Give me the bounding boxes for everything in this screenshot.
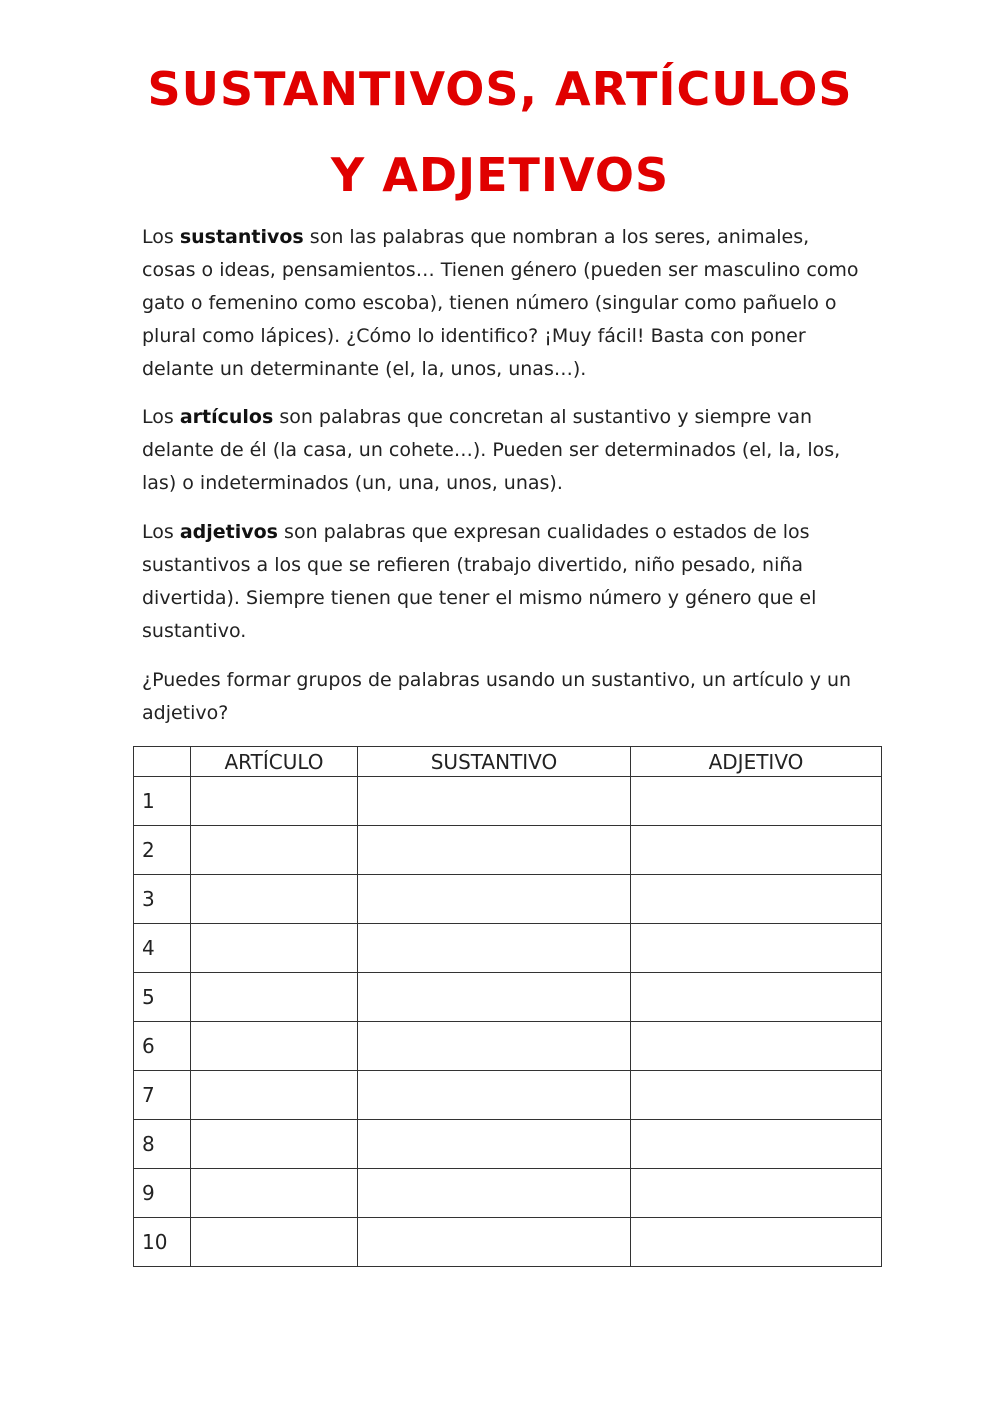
cell-adjetivo[interactable] [631, 875, 882, 924]
title-line-2: Y ADJETIVOS [330, 148, 670, 202]
row-number: 9 [134, 1169, 191, 1218]
row-number: 1 [134, 777, 191, 826]
keyword-articulos: artículos [179, 406, 274, 428]
row-number: 5 [134, 973, 191, 1022]
row-number: 2 [134, 826, 191, 875]
paragraph-text: Los [142, 406, 180, 428]
cell-adjetivo[interactable] [631, 826, 882, 875]
header-number [134, 747, 191, 777]
cell-adjetivo[interactable] [631, 1169, 882, 1218]
cell-articulo[interactable] [191, 1022, 358, 1071]
table-row [134, 875, 882, 924]
cell-articulo[interactable] [191, 973, 358, 1022]
paragraph-adjetivos [142, 516, 862, 648]
cell-articulo[interactable] [191, 875, 358, 924]
cell-sustantivo[interactable] [358, 1218, 631, 1267]
cell-sustantivo[interactable] [358, 973, 631, 1022]
cell-sustantivo[interactable] [358, 1071, 631, 1120]
table-row [134, 1169, 882, 1218]
paragraph-text: son las palabras que nombran a los seres, animales, cosas o ideas, pensamientos… Tienen género (pueden ser masculino como gato o femenino como escoba), tienen número (singular como pañuelo o plural como lápices). ¿Cómo lo identifico? ¡Muy fácil! Basta con poner delante un determinante (el, la, unos, unas…). [142, 226, 859, 380]
cell-adjetivo[interactable] [631, 1022, 882, 1071]
row-number: 8 [134, 1120, 191, 1169]
paragraph-articulos [142, 401, 862, 500]
cell-articulo[interactable] [191, 924, 358, 973]
header-articulo: ARTÍCULO [191, 747, 358, 777]
cell-adjetivo[interactable] [631, 973, 882, 1022]
table-row [134, 924, 882, 973]
cell-sustantivo[interactable] [358, 1169, 631, 1218]
paragraph-text: Los [142, 226, 180, 248]
cell-sustantivo[interactable] [358, 826, 631, 875]
cell-adjetivo[interactable] [631, 777, 882, 826]
cell-sustantivo[interactable] [358, 924, 631, 973]
paragraph-text: son palabras que expresan cualidades o estados de los sustantivos a los que se refieren (trabajo divertido, niño pesado, niña divertida). Siempre tienen que tener el mismo número y género que el sustantivo. [142, 521, 817, 642]
row-number: 3 [134, 875, 191, 924]
cell-adjetivo[interactable] [631, 1218, 882, 1267]
worksheet-table [133, 746, 882, 1267]
table-header-row [134, 747, 882, 777]
cell-articulo[interactable] [191, 1071, 358, 1120]
title-line-1: SUSTANTIVOS, ARTÍCULOS [147, 62, 853, 116]
row-number: 10 [134, 1218, 191, 1267]
question-text: ¿Puedes formar grupos de palabras usando un sustantivo, un artículo y un adjetivo? [142, 669, 852, 724]
cell-articulo[interactable] [191, 777, 358, 826]
cell-adjetivo[interactable] [631, 924, 882, 973]
cell-sustantivo[interactable] [358, 875, 631, 924]
cell-sustantivo[interactable] [358, 1120, 631, 1169]
table-row [134, 826, 882, 875]
cell-sustantivo[interactable] [358, 777, 631, 826]
paragraph-text: Los [142, 521, 180, 543]
cell-adjetivo[interactable] [631, 1120, 882, 1169]
row-number: 7 [134, 1071, 191, 1120]
table-row [134, 777, 882, 826]
row-number: 6 [134, 1022, 191, 1071]
cell-articulo[interactable] [191, 1218, 358, 1267]
table-row [134, 1071, 882, 1120]
cell-adjetivo[interactable] [631, 1071, 882, 1120]
row-number: 4 [134, 924, 191, 973]
cell-sustantivo[interactable] [358, 1022, 631, 1071]
header-adjetivo: ADJETIVO [631, 747, 882, 777]
paragraph-sustantivos [142, 221, 862, 386]
cell-articulo[interactable] [191, 826, 358, 875]
header-sustantivo: SUSTANTIVO [358, 747, 631, 777]
cell-articulo[interactable] [191, 1120, 358, 1169]
table-row [134, 973, 882, 1022]
cell-articulo[interactable] [191, 1169, 358, 1218]
keyword-adjetivos: adjetivos [179, 521, 278, 543]
table-row [134, 1022, 882, 1071]
paragraph-text: son palabras que concretan al sustantivo y siempre van delante de él (la casa, un cohete…). Pueden ser determinados (el, la, los, las) o indeterminados (un, una, unos, unas). [142, 406, 841, 494]
table-row [134, 1218, 882, 1267]
keyword-sustantivos: sustantivos [179, 226, 304, 248]
table-row [134, 1120, 882, 1169]
